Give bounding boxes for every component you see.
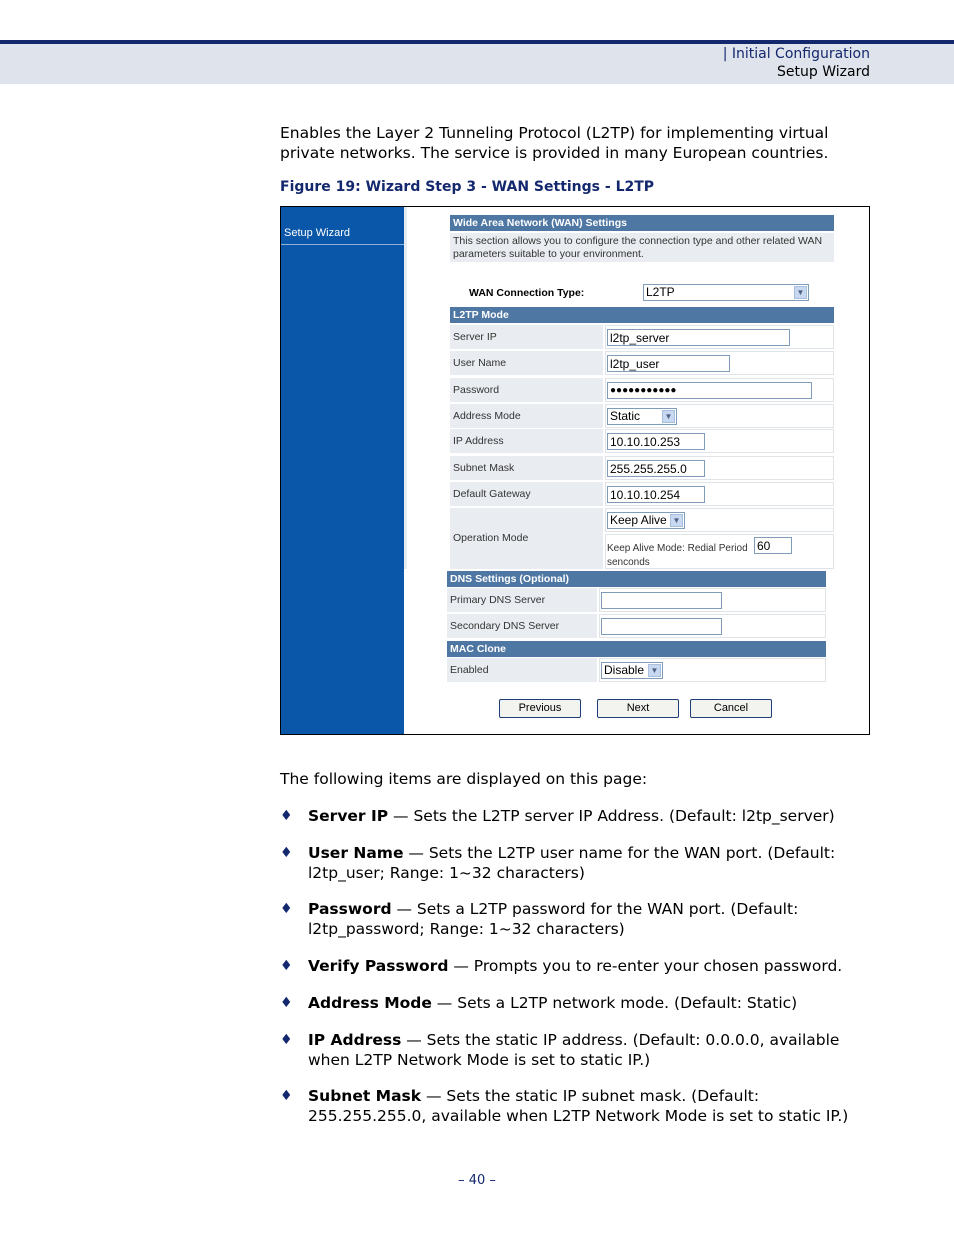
server-ip-label: Server IP — [450, 325, 603, 349]
previous-button[interactable]: Previous — [499, 699, 581, 718]
password-row — [450, 378, 834, 402]
bullet-desc: — Prompts you to re-enter your chosen password. — [448, 957, 843, 975]
chevron-down-icon: ▼ — [662, 410, 675, 423]
address-mode-cell — [605, 404, 834, 428]
user-name-label: User Name — [450, 351, 603, 375]
ip-address-input[interactable]: 10.10.10.253 — [607, 433, 705, 450]
bullet-desc: — Sets the L2TP user name for the WAN port. (Default: l2tp_user; Range: 1~32 characters) — [308, 844, 836, 882]
operation-mode-value: Keep Alive — [610, 513, 667, 527]
secondary-dns-row — [447, 614, 826, 638]
bullet-term: User Name — [308, 844, 404, 862]
header-subsection: Setup Wizard — [777, 64, 870, 80]
chevron-down-icon: ▼ — [648, 664, 661, 677]
subnet-mask-label: Subnet Mask — [450, 456, 603, 480]
mac-enabled-select[interactable] — [601, 662, 663, 679]
sidebar-item-setup-wizard[interactable]: Setup Wizard — [284, 227, 351, 239]
ip-address-row — [450, 429, 834, 453]
bullet-term: Address Mode — [308, 994, 432, 1012]
diamond-bullet-icon: ♦ — [280, 1032, 293, 1048]
bullet-term: Server IP — [308, 807, 389, 825]
bullet-term: Password — [308, 900, 392, 918]
operation-mode-select[interactable] — [607, 512, 685, 529]
mac-clone-title: MAC Clone — [447, 641, 826, 657]
primary-dns-input[interactable] — [601, 592, 722, 609]
primary-dns-row — [447, 588, 826, 612]
user-name-cell — [605, 351, 834, 375]
wizard-screenshot — [280, 206, 870, 735]
header-section: | Initial Configuration — [722, 46, 870, 62]
operation-mode-row — [450, 508, 834, 569]
figure-caption: Figure 19: Wizard Step 3 - WAN Settings - L2TP — [280, 179, 655, 195]
password-cell — [605, 378, 834, 402]
diamond-bullet-icon: ♦ — [280, 845, 293, 861]
wan-connection-type-value: L2TP — [646, 285, 675, 299]
secondary-dns-label: Secondary DNS Server — [447, 614, 597, 638]
wan-connection-type-select[interactable] — [643, 284, 809, 301]
subnet-mask-input[interactable]: 255.255.255.0 — [607, 460, 705, 477]
diamond-bullet-icon: ♦ — [280, 995, 293, 1011]
operation-mode-cell — [605, 508, 834, 532]
primary-dns-label: Primary DNS Server — [447, 588, 597, 612]
next-button[interactable]: Next — [597, 699, 679, 718]
server-ip-row — [450, 325, 834, 349]
ip-address-label: IP Address — [450, 429, 603, 453]
bullet-desc: — Sets the static IP address. (Default: 0.0.0.0, available when L2TP Network Mode is set to static IP.) — [308, 1031, 840, 1069]
default-gateway-input[interactable]: 10.10.10.254 — [607, 486, 705, 503]
redial-period-label: Keep Alive Mode: Redial Period — [607, 543, 748, 554]
chevron-down-icon: ▼ — [794, 286, 807, 299]
subnet-mask-cell — [605, 456, 834, 480]
operation-mode-label: Operation Mode — [450, 508, 603, 569]
primary-dns-cell — [599, 588, 826, 612]
redial-period-input[interactable]: 60 — [754, 537, 792, 554]
default-gateway-row — [450, 482, 834, 506]
server-ip-cell — [605, 325, 834, 349]
wan-settings-description: This section allows you to configure the connection type and other related WAN parameters suitable to your environment. — [450, 233, 834, 262]
subnet-mask-row — [450, 456, 834, 480]
wan-connection-type-label: WAN Connection Type: — [469, 287, 585, 299]
page-number: – 40 – — [458, 1173, 496, 1188]
mac-enabled-value: Disable — [604, 663, 645, 677]
wizard-panel — [281, 207, 869, 734]
address-mode-row — [450, 404, 834, 428]
wan-settings-title: Wide Area Network (WAN) Settings — [450, 215, 834, 231]
server-ip-input[interactable]: l2tp_server — [607, 329, 790, 346]
default-gateway-cell — [605, 482, 834, 506]
user-name-row — [450, 351, 834, 375]
intro-paragraph: Enables the Layer 2 Tunneling Protocol (L2TP) for implementing virtual private networks. The service is provided in many European countries. — [280, 124, 829, 162]
following-items-text: The following items are displayed on this page: — [280, 770, 648, 788]
bullet-desc: — Sets the static IP subnet mask. (Default: 255.255.255.0, available when L2TP Network Mode is set to static IP.) — [308, 1087, 849, 1125]
bullet-term: Subnet Mask — [308, 1087, 422, 1105]
cancel-button[interactable]: Cancel — [690, 699, 772, 718]
bullet-desc: — Sets the L2TP server IP Address. (Default: l2tp_server) — [388, 807, 835, 825]
mac-enabled-row — [447, 658, 826, 682]
chevron-down-icon: ▼ — [670, 514, 683, 527]
diamond-bullet-icon: ♦ — [280, 1088, 293, 1104]
mac-enabled-cell — [599, 658, 826, 682]
redial-period-cell — [605, 534, 834, 569]
diamond-bullet-icon: ♦ — [280, 958, 293, 974]
default-gateway-label: Default Gateway — [450, 482, 603, 506]
l2tp-mode-title: L2TP Mode — [450, 307, 834, 323]
password-label: Password — [450, 378, 603, 402]
bullet-term: Verify Password — [308, 957, 449, 975]
bullet-desc: — Sets a L2TP network mode. (Default: Static) — [431, 994, 798, 1012]
diamond-bullet-icon: ♦ — [280, 901, 293, 917]
redial-period-unit: senconds — [607, 557, 650, 568]
ip-address-cell — [605, 429, 834, 453]
address-mode-value: Static — [610, 409, 641, 423]
address-mode-select[interactable] — [607, 408, 677, 425]
secondary-dns-cell — [599, 614, 826, 638]
user-name-input[interactable]: l2tp_user — [607, 355, 730, 372]
password-input[interactable]: ●●●●●●●●●●● — [607, 382, 812, 399]
secondary-dns-input[interactable] — [601, 618, 722, 635]
dns-settings-title: DNS Settings (Optional) — [447, 571, 826, 587]
diamond-bullet-icon: ♦ — [280, 808, 293, 824]
address-mode-label: Address Mode — [450, 404, 603, 428]
bullet-term: IP Address — [308, 1031, 402, 1049]
mac-enabled-label: Enabled — [447, 658, 597, 682]
bullet-desc: — Sets a L2TP password for the WAN port. (Default: l2tp_password; Range: 1~32 characters) — [308, 900, 799, 938]
